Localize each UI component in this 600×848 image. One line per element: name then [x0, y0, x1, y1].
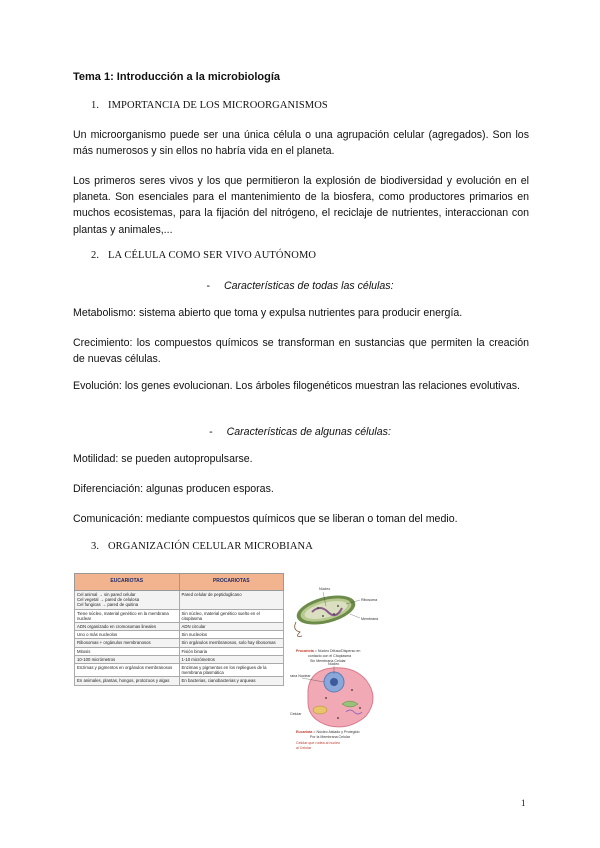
- table-row: [75, 591, 284, 610]
- table-row: [75, 609, 284, 622]
- cell-procariota: Fisión binaria: [179, 647, 284, 655]
- page-number: 1: [521, 798, 526, 808]
- label-nucleo-eucariota: Núcleo: [328, 662, 340, 666]
- table-row: [75, 639, 284, 647]
- paragraph-diferenciacion: Diferenciación: algunas producen esporas.: [73, 483, 274, 495]
- paragraph-comunicacion: Comunicación: mediante compuestos químicos que se liberan o toman del medio.: [73, 513, 458, 525]
- caption-eucariota-title: [296, 730, 359, 734]
- cell-eucariota: ADN organizado en cromosomas lineales: [75, 623, 180, 631]
- paragraph-crecimiento: Crecimiento: los compuestos químicos se transforman en sustancias que permiten la creación de nuevas células.: [73, 337, 529, 366]
- cell-eucariota: Ribosomas + orgánulos membranosos: [75, 639, 180, 647]
- document-title: Tema 1: Introducción a la microbiología: [73, 71, 280, 83]
- label-membrana-nuclear: rana Nuclear: [290, 674, 311, 678]
- cell-diagram-svg: [290, 570, 386, 752]
- caption-eucariota-desc: = Núcleo Aislado y Protegido: [312, 730, 360, 734]
- paragraph-primeros-seres: Los primeros seres vivos y los que permitieron la explosión de biodiversidad y evolución en el planeta. Son esenciales para el mantenimiento de la biosfera, como productores primarios en muchos ecosistemas, para la fijación del nitrógeno, el reciclaje de nutrientes, interaccionan con plantas y animales,...: [73, 175, 529, 236]
- cell-procariota: 1-10 micrómetros: [179, 655, 284, 663]
- cell-procariota: Pared celular de peptidoglicano: [179, 591, 284, 610]
- table-row: [75, 631, 284, 639]
- section-number: 1.: [91, 100, 100, 111]
- table-row: [75, 677, 284, 685]
- caption-eucariota-line3: Celular que rodea al núcleo: [296, 741, 340, 745]
- caption-procariota-title: [296, 649, 360, 653]
- label-membrana: Membrana: [361, 617, 379, 621]
- caption-eucariota-line2: Por la Membrana Celular: [310, 735, 350, 739]
- table-row: [75, 655, 284, 663]
- cell-eucariota: Tiene núcleo, material genético en la membrana nuclear: [75, 609, 180, 622]
- caption-procariota-desc: = Núcleo Difuso/Disperso en: [313, 649, 361, 653]
- cell-procariota: Sin nucleolos: [179, 631, 284, 639]
- section-number: 3.: [91, 541, 100, 552]
- section-heading-2: [91, 250, 316, 261]
- cell-eucariota: Mitosis: [75, 647, 180, 655]
- eukaryote-illustration: [302, 666, 373, 727]
- subheading-text: Características de todas las células:: [223, 280, 394, 292]
- cell-eucariota: En animales, plantas, hongos, protozoos y algas: [75, 677, 180, 685]
- section-title: IMPORTANCIA DE LOS MICROORGANISMOS: [108, 100, 328, 111]
- paragraph-motilidad: Motilidad: se pueden autopropulsarse.: [73, 453, 253, 465]
- paragraph-evolucion: Evolución: los genes evolucionan. Los árboles filogenéticos muestran las relaciones evolutivas.: [73, 380, 520, 392]
- cell-procariota: Sin orgánulos membranosos, solo hay ribosomas: [179, 639, 284, 647]
- caption-procariota-line3: Sin Membrana Celular: [310, 659, 346, 663]
- cell-procariota: ADN circular: [179, 623, 284, 631]
- cell-eucariota: Uno o más nucleolos: [75, 631, 180, 639]
- section-heading-3: [91, 541, 313, 552]
- label-celular: Celular: [290, 712, 302, 716]
- label-nucleo: Núcleo: [319, 587, 331, 591]
- header-eucariotas: EUCARIOTAS: [75, 574, 180, 591]
- cell-eucariota: Enzimas y pigmentos en orgánulos membranosos: [75, 664, 180, 677]
- caption-procariota-word: Procariota: [296, 649, 314, 653]
- subheading-text: Características de algunas células:: [226, 426, 391, 438]
- label-ribosoma: Ribosoma: [361, 598, 378, 602]
- cell-procariota: Enzimas y pigmentos en los repliegues de la membrana plasmática: [179, 664, 284, 677]
- section-number: 2.: [91, 250, 100, 261]
- section-heading-1: [91, 100, 328, 111]
- caption-procariota-line2: contacto con el Citoplasma: [308, 654, 352, 658]
- table-row: [75, 623, 284, 631]
- caption-eucariota-word: Eucariota: [296, 730, 313, 734]
- table-row: [75, 664, 284, 677]
- subheading-algunas-celulas: [0, 426, 600, 438]
- prokaryote-illustration: [294, 590, 360, 636]
- eukaryote-prokaryote-table: [74, 573, 284, 686]
- dash-bullet: -: [206, 280, 210, 292]
- paragraph-metabolismo: Metabolismo: sistema abierto que toma y expulsa nutrientes para producir energía.: [73, 307, 463, 319]
- table-row: [75, 647, 284, 655]
- cell-procariota: En bacterias, cianobacterias y arqueas: [179, 677, 284, 685]
- cell-eucariota: Cel animal → sin pared celular Cel vegetal → pared de celulosa Cel fungicas → pared de quitina: [75, 591, 180, 610]
- section-title: LA CÉLULA COMO SER VIVO AUTÓNOMO: [108, 250, 317, 261]
- cell-eucariota: 10-100 micrómetros: [75, 655, 180, 663]
- header-procariotas: PROCARIOTAS: [179, 574, 284, 591]
- comparison-table-wrapper: [74, 573, 284, 750]
- subheading-todas-celulas: [0, 280, 600, 292]
- paragraph-microorganismo: Un microorganismo puede ser una única célula o una agrupación celular (agregados). Son los más numerosos y sin ellos no habría vida en el planeta.: [73, 129, 529, 158]
- table-body: [75, 591, 284, 686]
- section-title: ORGANIZACIÓN CELULAR MICROBIANA: [108, 541, 313, 552]
- cell-diagram: [290, 570, 386, 752]
- cell-procariota: Sin núcleo, material genético suelto en el citoplasma: [179, 609, 284, 622]
- caption-eucariota-line4: al Celular: [296, 746, 312, 750]
- dash-bullet: -: [209, 426, 213, 438]
